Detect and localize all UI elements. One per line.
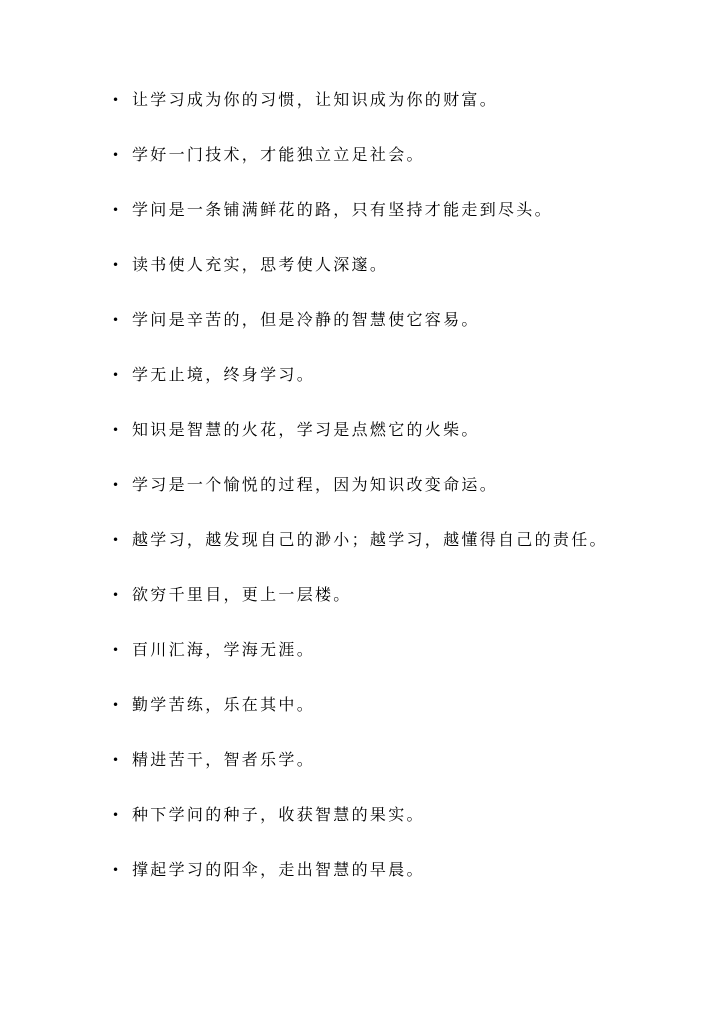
bullet-icon: •: [112, 698, 120, 712]
bullet-icon: •: [112, 643, 120, 657]
quote-list: [112, 86, 672, 911]
quote-text: 学无止境，终身学习。: [132, 365, 316, 384]
bullet-icon: •: [112, 588, 120, 602]
bullet-icon: •: [112, 203, 120, 217]
list-item: [112, 856, 672, 911]
list-item: [112, 636, 672, 691]
bullet-icon: •: [112, 863, 120, 877]
bullet-icon: •: [112, 313, 120, 327]
list-item: [112, 746, 672, 801]
bullet-icon: •: [112, 808, 120, 822]
quote-text: 勤学苦练，乐在其中。: [132, 695, 316, 714]
list-item: [112, 691, 672, 746]
quote-text: 欲穷千里目，更上一层楼。: [132, 585, 352, 604]
quote-text: 学习是一个愉悦的过程，因为知识改变命运。: [132, 475, 499, 494]
bullet-icon: •: [112, 533, 120, 547]
list-item: [112, 801, 672, 856]
list-item: [112, 416, 672, 471]
bullet-icon: •: [112, 148, 120, 162]
quote-text: 百川汇海，学海无涯。: [132, 640, 316, 659]
bullet-icon: •: [112, 753, 120, 767]
bullet-icon: •: [112, 478, 120, 492]
bullet-icon: •: [112, 258, 120, 272]
list-item: [112, 196, 672, 251]
quote-text: 越学习，越发现自己的渺小；越学习，越懂得自己的责任。: [132, 530, 608, 549]
list-item: [112, 471, 672, 526]
quote-text: 让学习成为你的习惯，让知识成为你的财富。: [132, 90, 499, 109]
list-item: [112, 306, 672, 361]
list-item: [112, 141, 672, 196]
list-item: [112, 251, 672, 306]
list-item: [112, 361, 672, 416]
bullet-icon: •: [112, 93, 120, 107]
quote-text: 学问是一条铺满鲜花的路，只有坚持才能走到尽头。: [132, 200, 553, 219]
quote-text: 学好一门技术，才能独立立足社会。: [132, 145, 425, 164]
bullet-icon: •: [112, 368, 120, 382]
quote-text: 精进苦干，智者乐学。: [132, 750, 316, 769]
quote-text: 学问是辛苦的，但是冷静的智慧使它容易。: [132, 310, 480, 329]
quote-text: 知识是智慧的火花，学习是点燃它的火柴。: [132, 420, 480, 439]
list-item: [112, 86, 672, 141]
quote-text: 种下学问的种子，收获智慧的果实。: [132, 805, 425, 824]
list-item: [112, 581, 672, 636]
quote-text: 撑起学习的阳伞，走出智慧的早晨。: [132, 860, 425, 879]
list-item: [112, 526, 672, 581]
quote-text: 读书使人充实，思考使人深邃。: [132, 255, 389, 274]
bullet-icon: •: [112, 423, 120, 437]
